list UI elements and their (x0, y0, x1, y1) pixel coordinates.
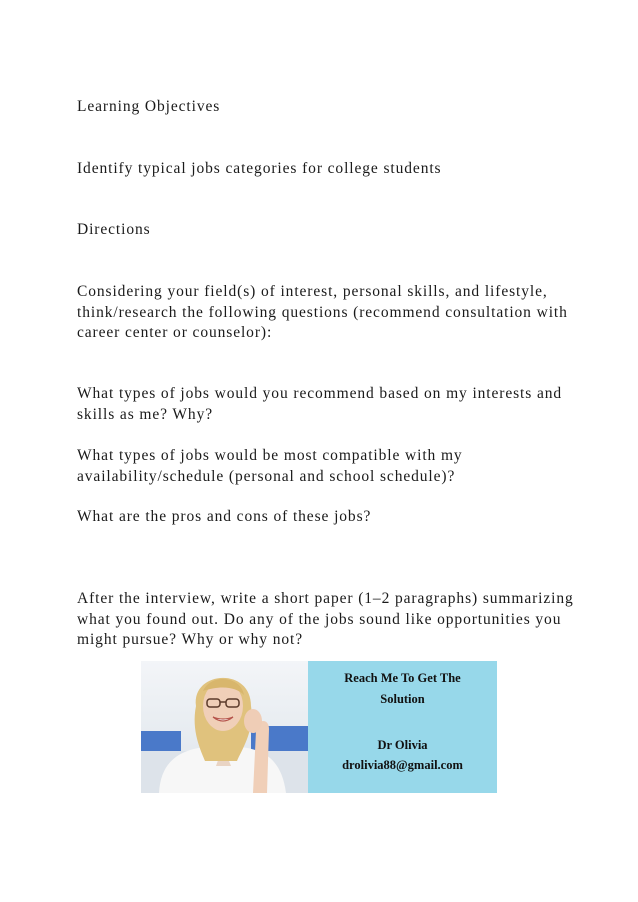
heading-directions: Directions (77, 221, 151, 238)
banner-email[interactable]: drolivia88@gmail.com (342, 758, 463, 772)
question-1: What types of jobs would you recommend based on my interests and skills as me? Why? (77, 385, 563, 423)
banner-line-2: Solution (380, 692, 425, 706)
intro-paragraph: Considering your field(s) of interest, personal skills, and lifestyle, think/research the following questions (recommend consultation with career center or counselor): (77, 283, 568, 341)
heading-learning-objectives: Learning Objectives (77, 98, 221, 115)
banner-line-1: Reach Me To Get The (344, 671, 461, 685)
woman-photo (141, 661, 308, 793)
closing-paragraph: After the interview, write a short paper (1–2 paragraphs) summarizing what you found out. Do any of the jobs sound like opportunities you might pursue? Why or why not? (77, 590, 574, 648)
objective-text: Identify typical jobs categories for college students (77, 160, 442, 177)
banner-name: Dr Olivia (377, 738, 428, 752)
question-2: What types of jobs would be most compatible with my availability/schedule (personal and school schedule)? (77, 447, 463, 485)
question-3: What are the pros and cons of these jobs? (77, 508, 372, 525)
contact-info-box (308, 661, 497, 793)
contact-banner (141, 661, 497, 793)
